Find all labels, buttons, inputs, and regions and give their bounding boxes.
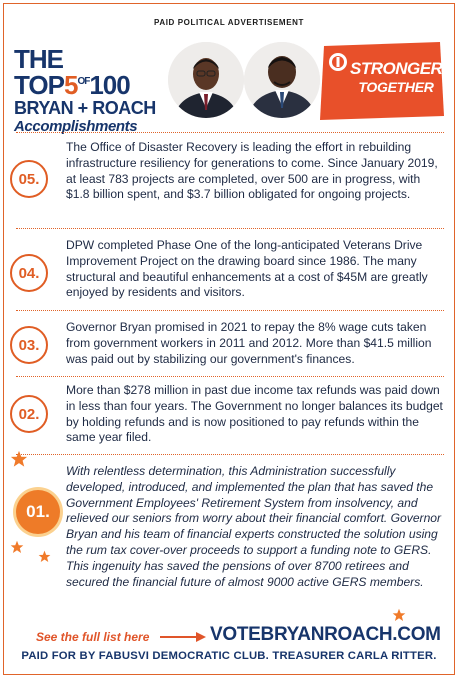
item-number-badge: 05.: [10, 160, 48, 198]
badge-together: TOGETHER: [358, 79, 434, 95]
headline-accomplishments: Accomplishments: [14, 118, 138, 135]
item-text: The Office of Disaster Recovery is leading the effort in rebuilding infrastructure resiliency for generations to come. Since January 2019, at least 783 projects are completed, over 500 are in progress, with $1.8 billion spent, and $3.7 billion obligated for ongoing projects.: [66, 140, 438, 202]
see-full-list-text: See the full list here: [36, 630, 150, 644]
paid-for-disclaimer: PAID FOR BY FABUSVI DEMOCRATIC CLUB. TREASURER CARLA RITTER.: [21, 650, 437, 662]
star-icon: [392, 608, 406, 622]
item-text: More than $278 million in past due income tax refunds was paid down in less than four years. The Government no longer balances its budget by holding refunds and is now positioned to pay refunds within the same year filed.: [66, 383, 443, 445]
star-icon: [38, 550, 51, 563]
portrait-lt-governor-photo: [244, 42, 320, 118]
arrow-right-icon: [160, 632, 206, 642]
divider: [16, 132, 444, 133]
badge-text: [350, 60, 442, 94]
item-number-badge: 04.: [10, 254, 48, 292]
item-text: DPW completed Phase One of the long-anticipated Veterans Drive Improvement Project on the drawing board since 1986. The many structural and beautiful enhancements at a cost of $45M are greatly enjoyed by residents and visitors.: [66, 238, 428, 300]
paid-political-notice: PAID POLITICAL ADVERTISEMENT: [154, 18, 304, 27]
divider: [16, 454, 444, 455]
headline-top: TOP: [14, 70, 64, 100]
headline-of: OF: [77, 76, 90, 87]
item-number-badge: 02.: [10, 395, 48, 433]
campaign-website-link[interactable]: VOTEBRYANROACH.COM: [210, 624, 441, 645]
headline-hundred: 100: [89, 70, 130, 100]
star-icon: [10, 540, 24, 554]
divider: [16, 376, 444, 377]
star-icon: [10, 450, 28, 468]
headline-the: THE: [14, 44, 63, 74]
stronger-together-badge: [316, 40, 448, 122]
headline-names: BRYAN + ROACH: [14, 98, 156, 118]
divider: [16, 228, 444, 229]
headline-five: 5: [63, 70, 78, 100]
item-number-badge: 03.: [10, 326, 48, 364]
item-text: Governor Bryan promised in 2021 to repay the 8% wage cuts taken from government workers in 2011 and 2012. More than $41.5 million was paid out by stabilizing our government's finances.: [66, 320, 432, 366]
candidate-portraits: [164, 38, 324, 128]
headline-logo: [14, 46, 164, 134]
advertisement: [3, 3, 455, 675]
item-text: With relentless determination, this Administration successfully developed, introduced, and implemented the plan that has saved the Government Employees' Retirement System from insolvency, and relieved our seniors from worry about their financial comfort. Governor Bryan and his team of financial experts constructed the solution using the rum tax cover-over proceeds to support a funding note to GERS. This ingenuity has saved the pensions of over 8700 retirees and secured the financial future of almost 9000 active GERS members.: [66, 464, 442, 589]
item-number-badge-featured: 01.: [16, 490, 60, 534]
portrait-governor-photo: [168, 42, 244, 118]
badge-stronger: STRONGER: [350, 59, 443, 78]
headline-top-row: [14, 46, 164, 98]
divider: [16, 310, 444, 311]
